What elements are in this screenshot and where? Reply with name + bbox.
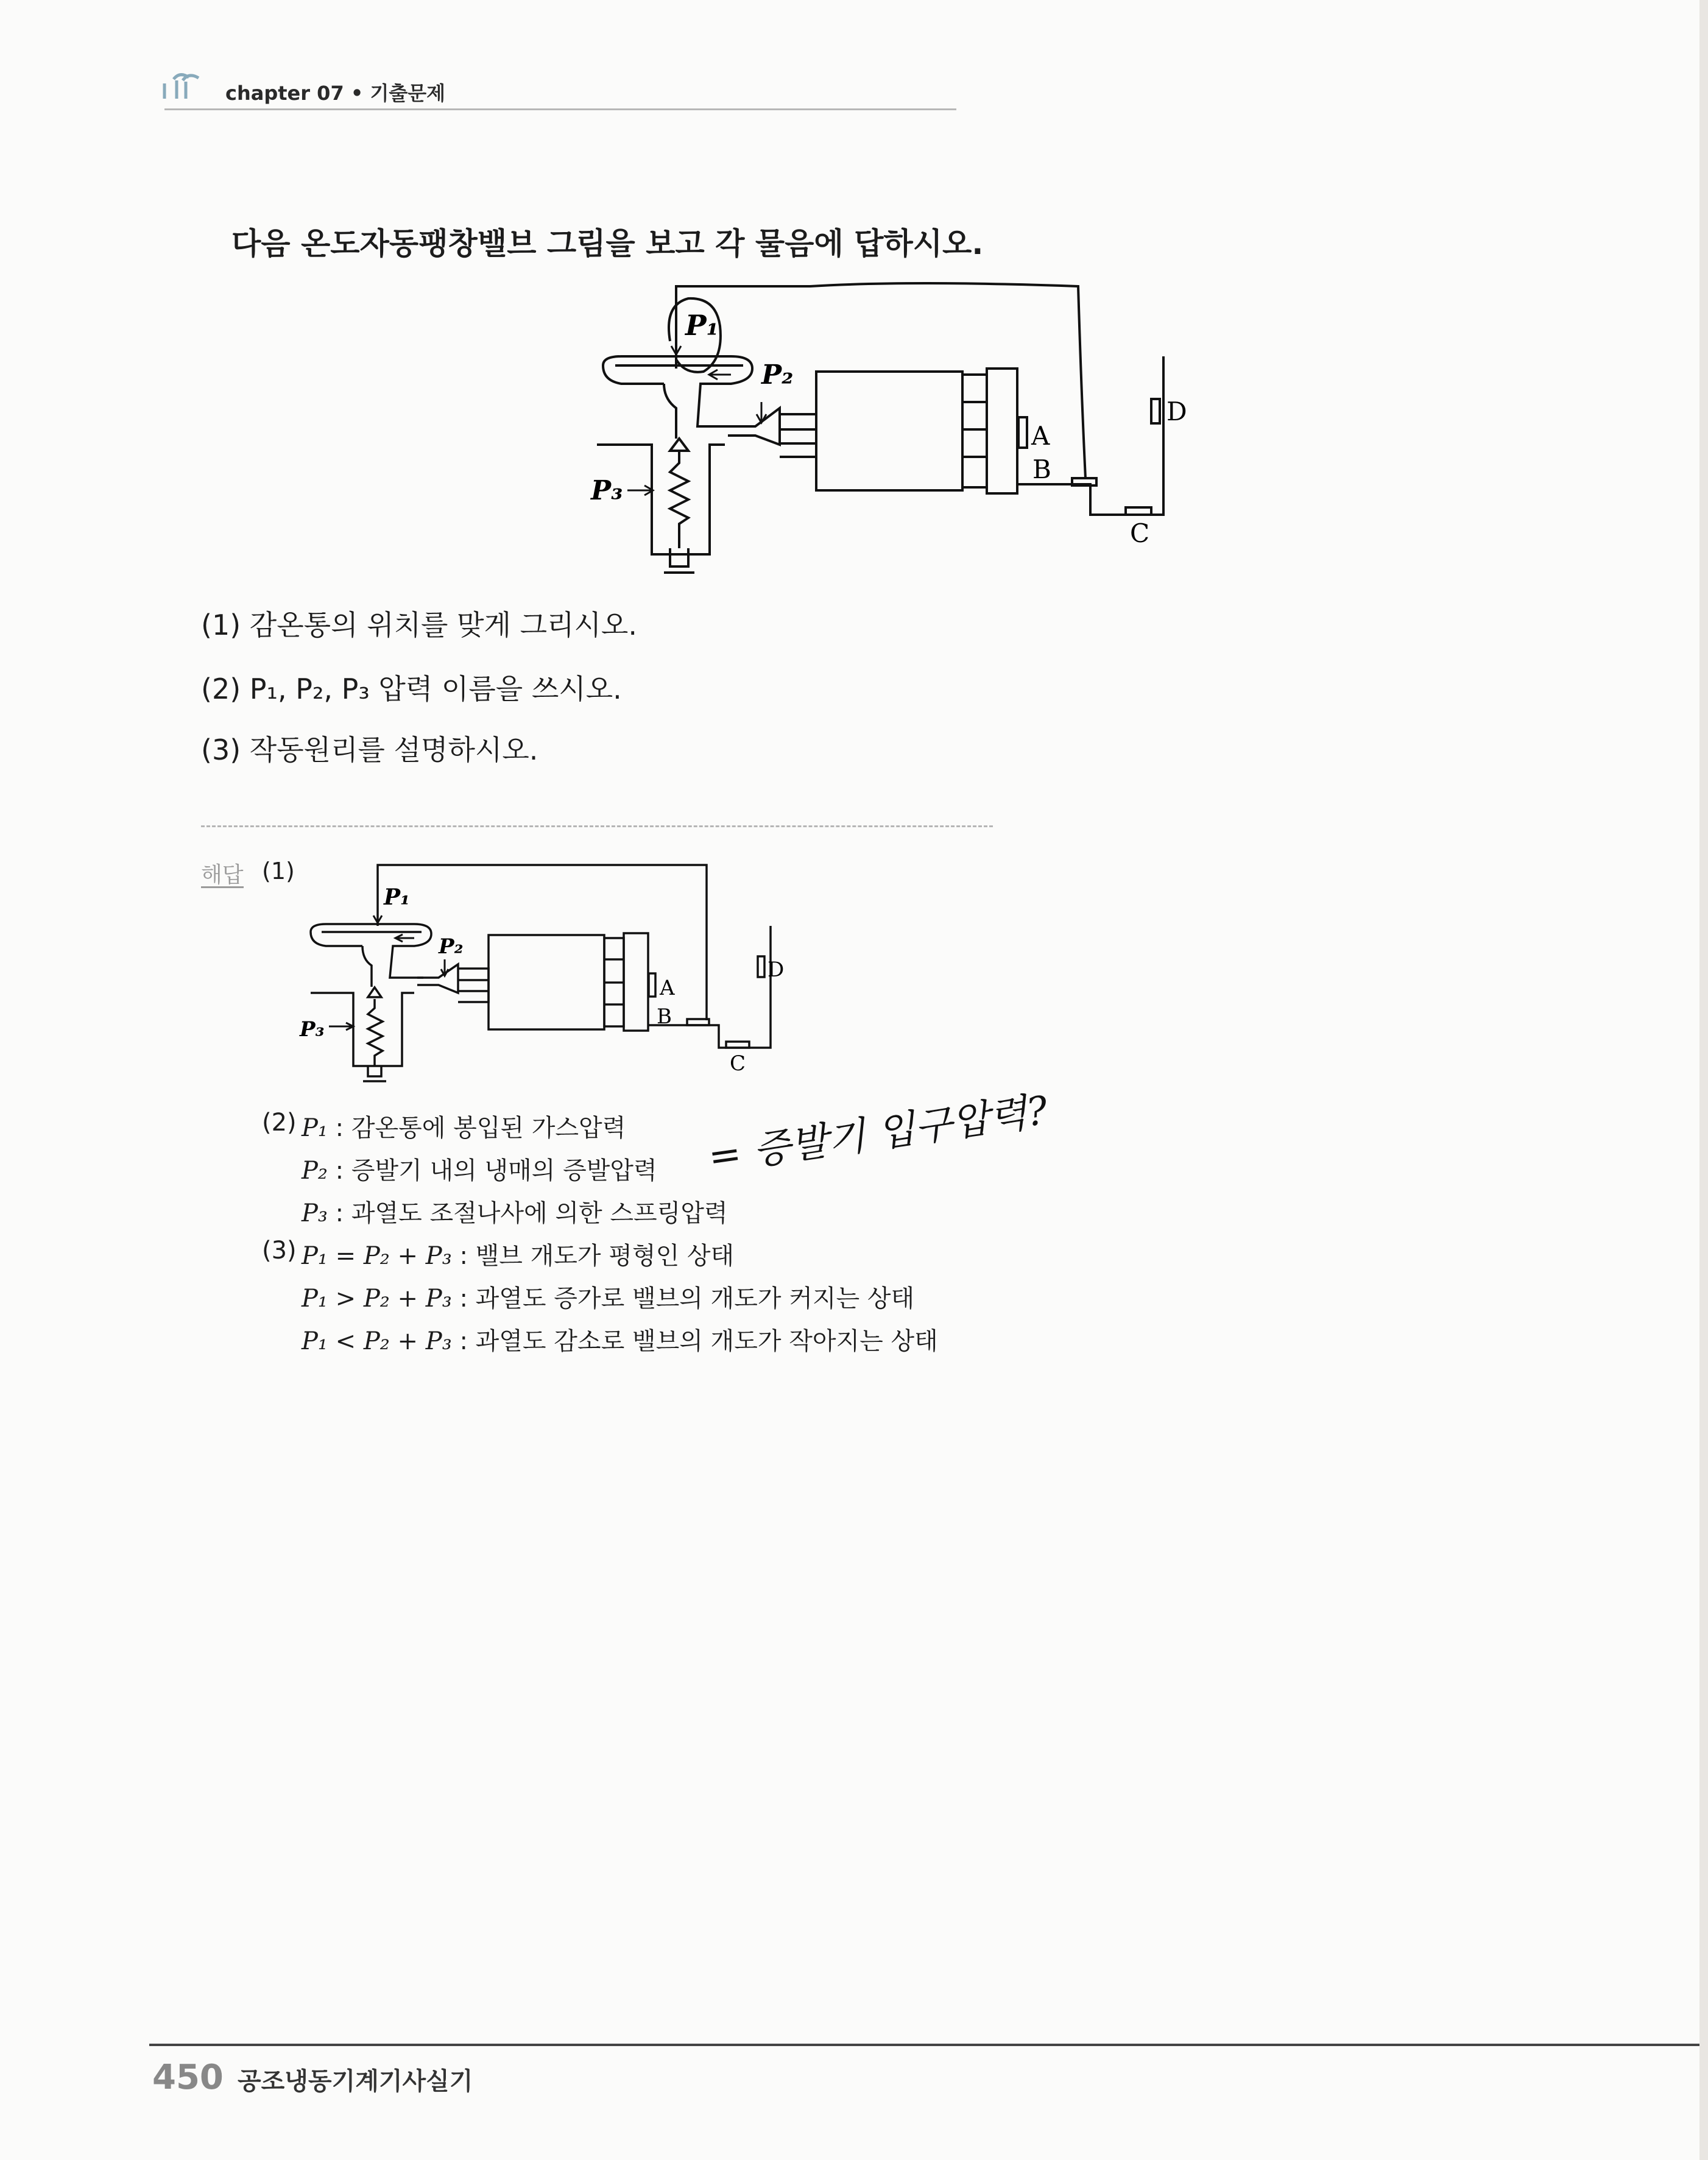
page-number: 450 [152, 2058, 224, 2097]
position-a-box [1018, 417, 1027, 448]
chapter-header: chapter 07 • 기출문제 [225, 82, 446, 105]
answer-part1-number: (1) [262, 858, 295, 884]
answer-label-c: C [730, 1051, 746, 1076]
expansion-valve-diagram [579, 268, 1218, 585]
answer-label-p1: P₁ [384, 884, 410, 910]
label-p2: P₂ [761, 359, 794, 390]
position-d-box [1151, 399, 1160, 423]
header-rule [164, 108, 956, 110]
answer-p2-symbol: P₂ [302, 1157, 328, 1185]
evaporator-header [987, 369, 1017, 493]
answer-p2-text: : 증발기 내의 냉매의 증발압력 [327, 1157, 657, 1185]
book-title: 공조냉동기계기사실기 [238, 2067, 473, 2095]
label-b: B [1032, 454, 1051, 484]
answer-label-underline [201, 886, 244, 888]
answer-p1-symbol: P₁ [302, 1114, 328, 1142]
label-p1: P₁ [685, 309, 719, 342]
sub-question-1: (1) 감온통의 위치를 맞게 그리시오. [201, 609, 637, 641]
answer-label-p2: P₂ [439, 934, 464, 959]
answer-part3-number: (3) [262, 1237, 297, 1265]
label-c: C [1130, 518, 1150, 548]
evaporator-body [816, 372, 962, 490]
answer-part2-number: (2) [262, 1109, 297, 1137]
answer-bulb-at-b [687, 1019, 709, 1025]
answer-label: 해답 [201, 863, 244, 888]
position-c-box [1126, 507, 1151, 515]
answer-greater-expression: P₁ > P₂ + P₃ [302, 1285, 452, 1313]
answer-label-d: D [768, 958, 785, 982]
valve-outlet-nozzle [728, 408, 780, 445]
answer-p3-text: : 과열도 조절나사에 의한 스프링압력 [327, 1199, 728, 1227]
footer-rule [149, 2044, 1699, 2046]
label-d: D [1166, 397, 1187, 426]
sub-question-2: (2) P₁, P₂, P₃ 압력 이름을 쓰시오. [201, 672, 622, 705]
answer-label-b: B [657, 1004, 672, 1029]
answer-condition-greater [302, 1279, 914, 1314]
answer-p3-symbol: P₃ [302, 1199, 328, 1227]
answer-less-expression: P₁ < P₂ + P₃ [302, 1327, 452, 1355]
answer-greater-text: : 과열도 증가로 밸브의 개도가 커지는 상태 [451, 1285, 915, 1313]
answer-p3-row [302, 1194, 728, 1229]
answer-equal-text: : 밸브 개도가 평형인 상태 [451, 1242, 735, 1270]
chapter-sprout-icon [158, 68, 207, 105]
answer-p1-text: : 감온통에 봉입된 가스압력 [327, 1114, 626, 1142]
answer-equal-expression: P₁ = P₂ + P₃ [302, 1242, 452, 1270]
section-separator [201, 825, 993, 827]
answer-expansion-valve-diagram [292, 856, 792, 1087]
answer-condition-less [302, 1322, 938, 1357]
question-text: 다음 온도자동팽창밸브 그림을 보고 각 물음에 답하시오. [231, 226, 984, 261]
position-b-box [1072, 478, 1096, 485]
answer-label-a: A [660, 976, 675, 1000]
answer-less-text: : 과열도 감소로 밸브의 개도가 작아지는 상태 [451, 1327, 938, 1355]
sub-question-3: (3) 작동원리를 설명하시오. [201, 733, 538, 766]
valve-spring [670, 451, 688, 548]
label-p3: P₃ [591, 475, 623, 506]
label-a: A [1031, 421, 1050, 451]
handwritten-note: = 증발기 입구압력? [705, 1088, 1051, 1181]
answer-condition-equal [302, 1237, 734, 1271]
answer-p1-row [302, 1109, 626, 1143]
answer-label-p3: P₃ [300, 1017, 325, 1042]
answer-p2-row [302, 1151, 657, 1186]
